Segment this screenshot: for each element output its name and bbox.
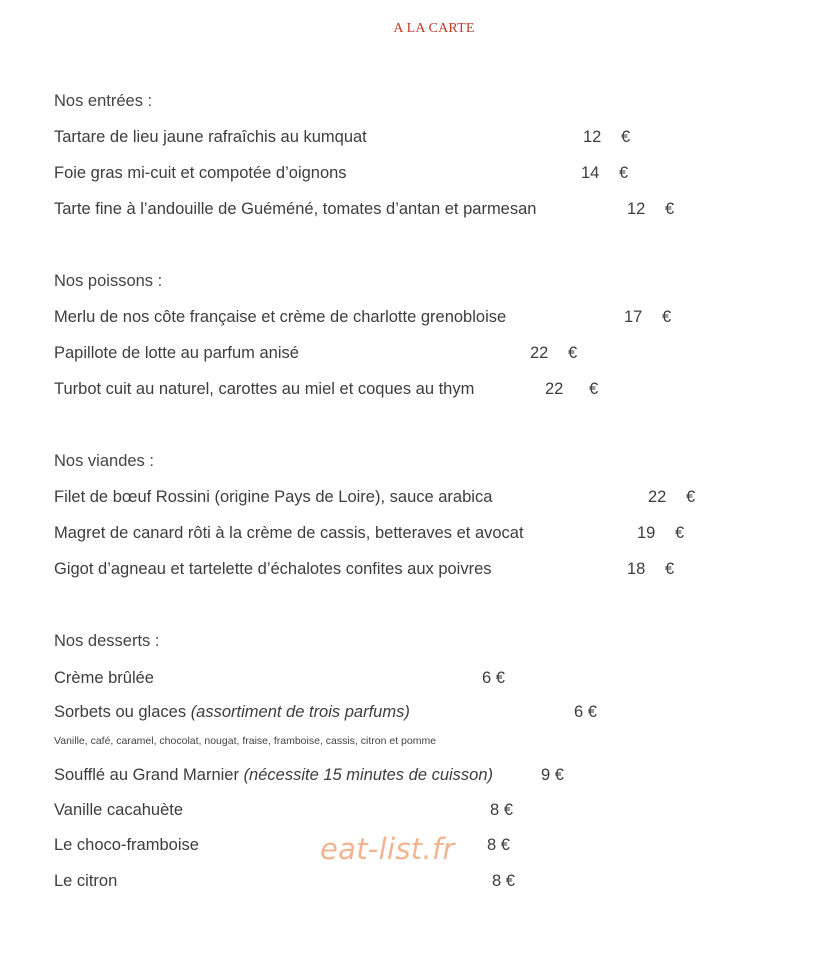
currency-symbol: € bbox=[662, 308, 672, 326]
menu-item-price: 6 € bbox=[482, 669, 505, 687]
menu-item-name: Turbot cuit au naturel, carottes au miel et coques au thym bbox=[54, 380, 475, 398]
currency-symbol: € bbox=[619, 164, 629, 182]
menu-item-name: Papillote de lotte au parfum anisé bbox=[54, 344, 299, 362]
menu-item-name: Magret de canard rôti à la crème de cassis, betteraves et avocat bbox=[54, 524, 524, 542]
menu-item-price: 18 bbox=[627, 560, 646, 578]
menu-item-price: 12 bbox=[583, 128, 602, 146]
menu-item-price: 8 € bbox=[490, 801, 513, 819]
menu-item-name: Crème brûlée bbox=[54, 669, 154, 687]
currency-symbol: € bbox=[675, 524, 685, 542]
menu-item-price: 8 € bbox=[487, 836, 510, 854]
currency-symbol: € bbox=[665, 560, 675, 578]
menu-item-name: Filet de bœuf Rossini (origine Pays de Loire), sauce arabica bbox=[54, 488, 493, 506]
menu-item-title: Soufflé au Grand Marnier bbox=[54, 766, 239, 784]
menu-item-detail: (assortiment de trois parfums) bbox=[190, 703, 410, 721]
menu-item-name: Tartare de lieu jaune rafraîchis au kumquat bbox=[54, 128, 367, 146]
menu-item-name: Le citron bbox=[54, 872, 118, 890]
currency-symbol: € bbox=[568, 344, 578, 362]
menu-item-price: 6 € bbox=[574, 703, 597, 721]
section-heading-entrees: Nos entrées : bbox=[54, 92, 153, 110]
menu-item-title: Sorbets ou glaces bbox=[54, 703, 187, 721]
menu-item-name: Tarte fine à l’andouille de Guéméné, tomates d’antan et parmesan bbox=[54, 200, 537, 218]
section-heading-desserts: Nos desserts : bbox=[54, 632, 160, 650]
menu-item-name: Vanille cacahuète bbox=[54, 801, 184, 819]
menu-item-name: Gigot d’agneau et tartelette d’échalotes confites aux poivres bbox=[54, 560, 492, 578]
menu-item-name: Merlu de nos côte française et crème de charlotte grenobloise bbox=[54, 308, 507, 326]
currency-symbol: € bbox=[621, 128, 631, 146]
menu-item-name: Le choco-framboise bbox=[54, 836, 199, 854]
watermark: eat-list.fr bbox=[320, 832, 455, 866]
menu-item-price: 22 bbox=[648, 488, 667, 506]
menu-item-price: 14 bbox=[581, 164, 600, 182]
section-heading-viandes: Nos viandes : bbox=[54, 452, 154, 470]
currency-symbol: € bbox=[665, 200, 675, 218]
menu-item-name: Foie gras mi-cuit et compotée d’oignons bbox=[54, 164, 347, 182]
menu-item-price: 22 bbox=[530, 344, 549, 362]
flavors-note: Vanille, café, caramel, chocolat, nougat, fraise, framboise, cassis, citron et pomme bbox=[54, 735, 437, 747]
menu-item-price: 22 bbox=[545, 380, 564, 398]
menu-item-price: 9 € bbox=[541, 766, 564, 784]
menu-item-name bbox=[54, 703, 410, 722]
page-title: A LA CARTE bbox=[393, 21, 475, 36]
currency-symbol: € bbox=[686, 488, 696, 506]
menu-item-price: 12 bbox=[627, 200, 646, 218]
menu-item-price: 8 € bbox=[492, 872, 515, 890]
menu-item-detail: (nécessite 15 minutes de cuisson) bbox=[243, 766, 494, 784]
menu-item-price: 19 bbox=[637, 524, 656, 542]
menu-item-price: 17 bbox=[624, 308, 643, 326]
currency-symbol: € bbox=[589, 380, 599, 398]
menu-item-name bbox=[54, 766, 493, 785]
section-heading-poissons: Nos poissons : bbox=[54, 272, 163, 290]
